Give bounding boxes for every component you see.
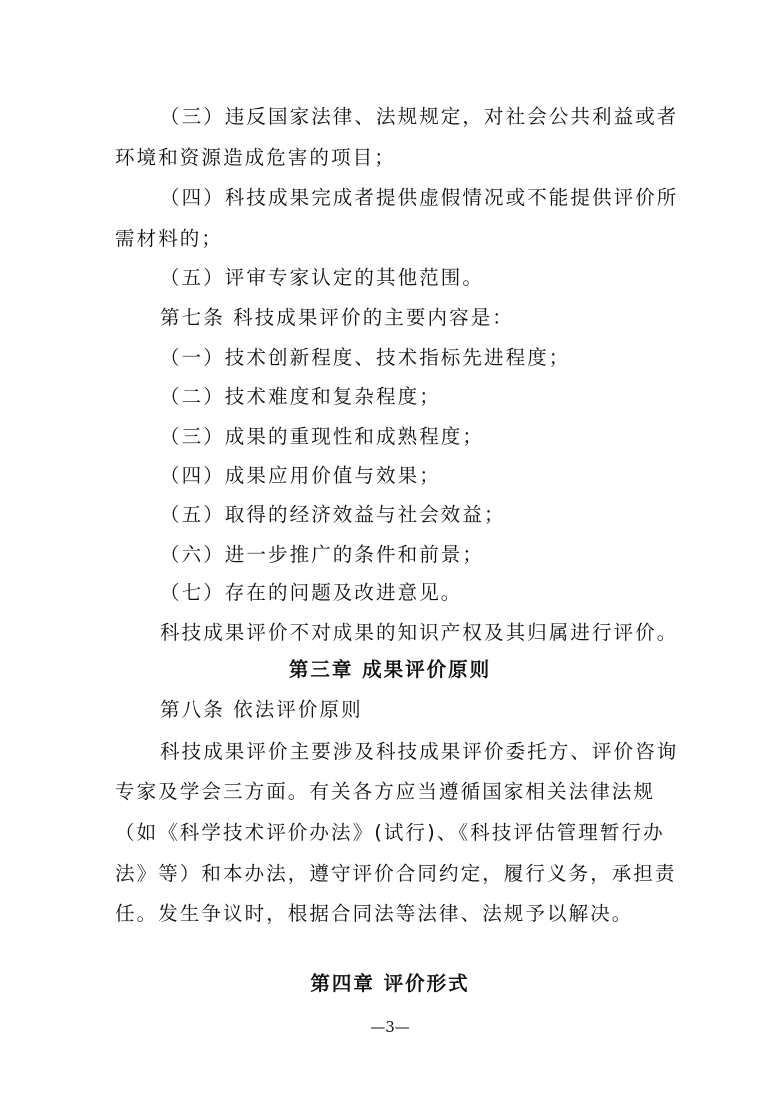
text-line: （一）技术创新程度、技术指标先进程度； <box>160 346 571 369</box>
text-line: 需材料的； <box>115 227 224 250</box>
text-line: 法》等）和本办法，遵守评价合同约定，履行义务，承担责 <box>115 862 677 885</box>
text-line: （五）评审专家认定的其他范围。 <box>160 266 485 289</box>
text-line: （四）成果应用价值与效果； <box>160 464 441 487</box>
text-line: 任。发生争议时，根据合同法等法律、法规予以解决。 <box>115 902 634 925</box>
chapter-heading: 第四章 评价形式 <box>310 972 470 995</box>
text-line: 专家及学会三方面。有关各方应当遵循国家相关法律法规 <box>115 780 656 803</box>
text-line: （七）存在的问题及改进意见。 <box>160 581 463 604</box>
text-line: （三）违反国家法律、法规规定，对社会公共利益或者 <box>160 105 679 128</box>
article-heading: 第八条 依法评价原则 <box>160 698 363 721</box>
text-line: （二）技术难度和复杂程度； <box>160 385 441 408</box>
chapter-heading: 第三章 成果评价原则 <box>288 658 492 681</box>
page-number: —3— <box>370 1018 410 1036</box>
text-line: 环境和资源造成危害的项目； <box>115 146 396 169</box>
text-line: 科技成果评价不对成果的知识产权及其归属进行评价。 <box>160 621 679 644</box>
article-heading: 第七条 科技成果评价的主要内容是： <box>160 306 514 329</box>
text-line: （三）成果的重现性和成熟程度； <box>160 425 485 448</box>
text-line: （六）进一步推广的条件和前景； <box>160 543 485 566</box>
text-line: 科技成果评价主要涉及科技成果评价委托方、评价咨询 <box>160 740 679 763</box>
text-line: （四）科技成果完成者提供虚假情况或不能提供评价所 <box>160 186 679 209</box>
text-line: （如《科学技术评价办法》(试行)、《科技评估管理暂行办 <box>115 821 665 844</box>
text-line: （五）取得的经济效益与社会效益； <box>160 503 506 526</box>
